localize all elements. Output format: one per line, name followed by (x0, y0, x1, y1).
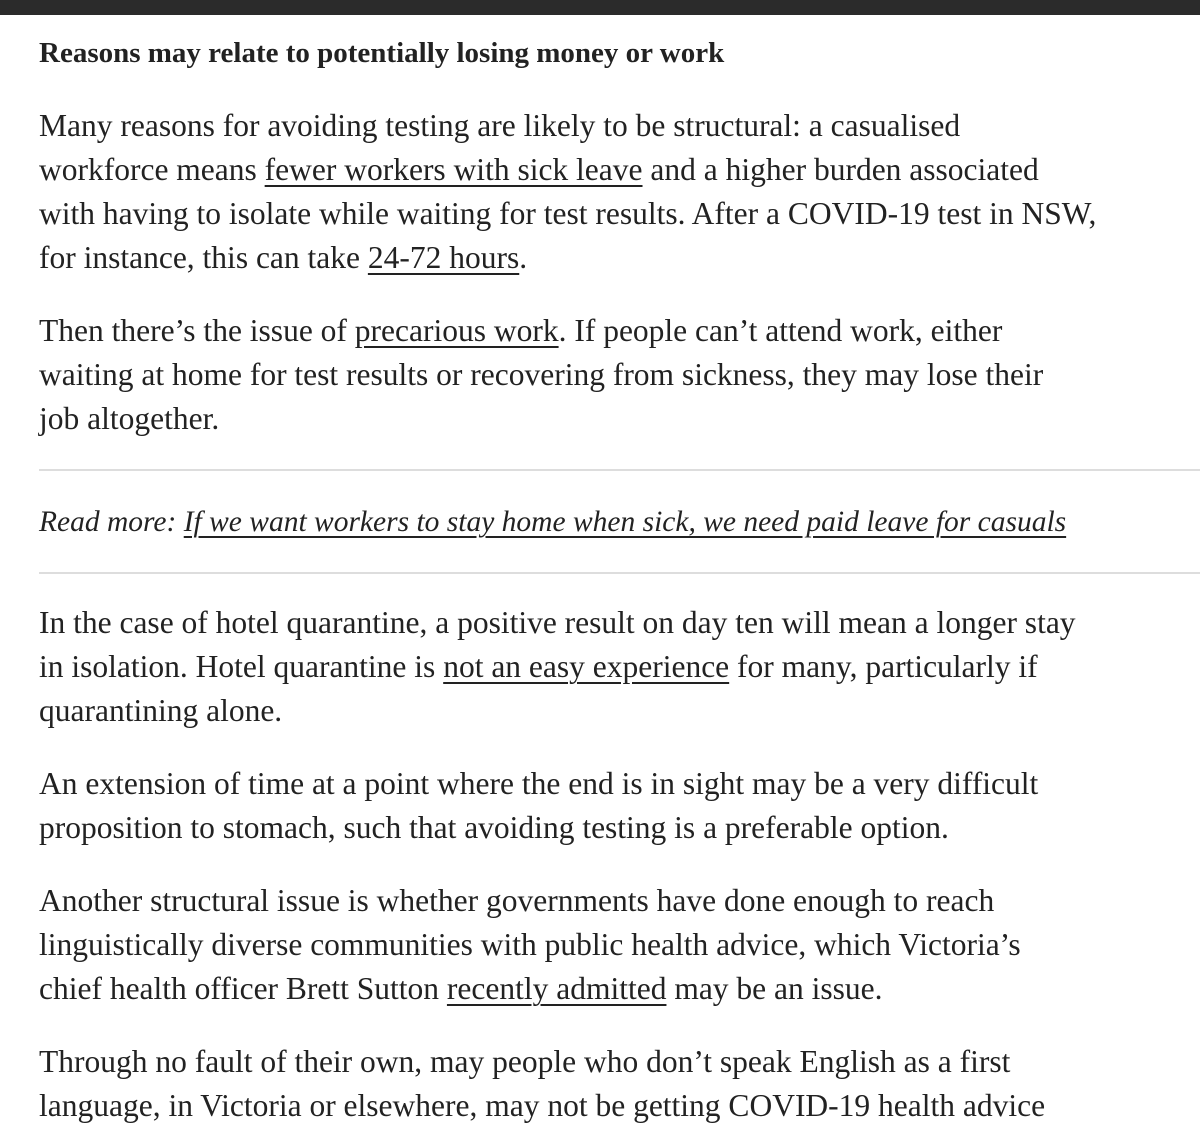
paragraph-line: job altogether. (39, 401, 220, 436)
text-span: may be an issue. (666, 971, 883, 1006)
paragraph-line: In the case of hotel quarantine, a positive result on day ten will mean a longer stay (39, 605, 1076, 640)
text-span: for instance, this can take (39, 240, 368, 275)
paragraph-line: Many reasons for avoiding testing are likely to be structural: a casualised (39, 108, 961, 143)
paragraph-line: with having to isolate while waiting for test results. After a COVID-19 test in NSW, (39, 196, 1097, 231)
link-recently-admitted[interactable]: recently admitted (446, 971, 667, 1006)
text-span: for many, particularly if (729, 649, 1038, 684)
paragraph-line (39, 148, 1039, 192)
paragraph-line (39, 967, 883, 1011)
top-bar (0, 0, 1200, 15)
text-span: workforce means (39, 152, 265, 187)
paragraph-line: Another structural issue is whether governments have done enough to reach (39, 883, 995, 918)
paragraph-line: linguistically diverse communities with public health advice, which Victoria’s (39, 927, 1021, 962)
paragraph-line (39, 309, 1002, 353)
paragraph-line (39, 645, 1038, 689)
paragraph-line: quarantining alone. (39, 693, 283, 728)
link-not-an-easy-experience[interactable]: not an easy experience (443, 649, 730, 684)
read-more (39, 500, 1066, 544)
paragraph-line: proposition to stomach, such that avoiding testing is a preferable option. (39, 810, 949, 845)
read-more-link[interactable]: If we want workers to stay home when sick, we need paid leave for casuals (183, 506, 1067, 538)
text-span: chief health officer Brett Sutton (39, 971, 447, 1006)
paragraph-line: language, in Victoria or elsewhere, may not be getting COVID-19 health advice (39, 1088, 1046, 1123)
text-span: in isolation. Hotel quarantine is (39, 649, 444, 684)
text-span: Then there’s the issue of (39, 313, 355, 348)
paragraph-line: Through no fault of their own, may people who don’t speak English as a first (39, 1044, 1011, 1079)
text-span: and a higher burden associated (642, 152, 1039, 187)
paragraph-line: An extension of time at a point where the end is in sight may be a very difficult (39, 766, 1039, 801)
divider (39, 469, 1200, 471)
link-fewer-workers-sick-leave[interactable]: fewer workers with sick leave (264, 152, 643, 187)
link-precarious-work[interactable]: precarious work (354, 313, 559, 348)
paragraph-line (39, 236, 527, 280)
link-24-72-hours[interactable]: 24-72 hours (367, 240, 520, 275)
divider (39, 572, 1200, 574)
text-span: . If people can’t attend work, either (558, 313, 1003, 348)
section-heading: Reasons may relate to potentially losing money or work (39, 37, 725, 69)
read-more-prefix: Read more: (39, 506, 184, 538)
paragraph-line: waiting at home for test results or recovering from sickness, they may lose their (39, 357, 1044, 392)
text-span: . (519, 240, 528, 275)
